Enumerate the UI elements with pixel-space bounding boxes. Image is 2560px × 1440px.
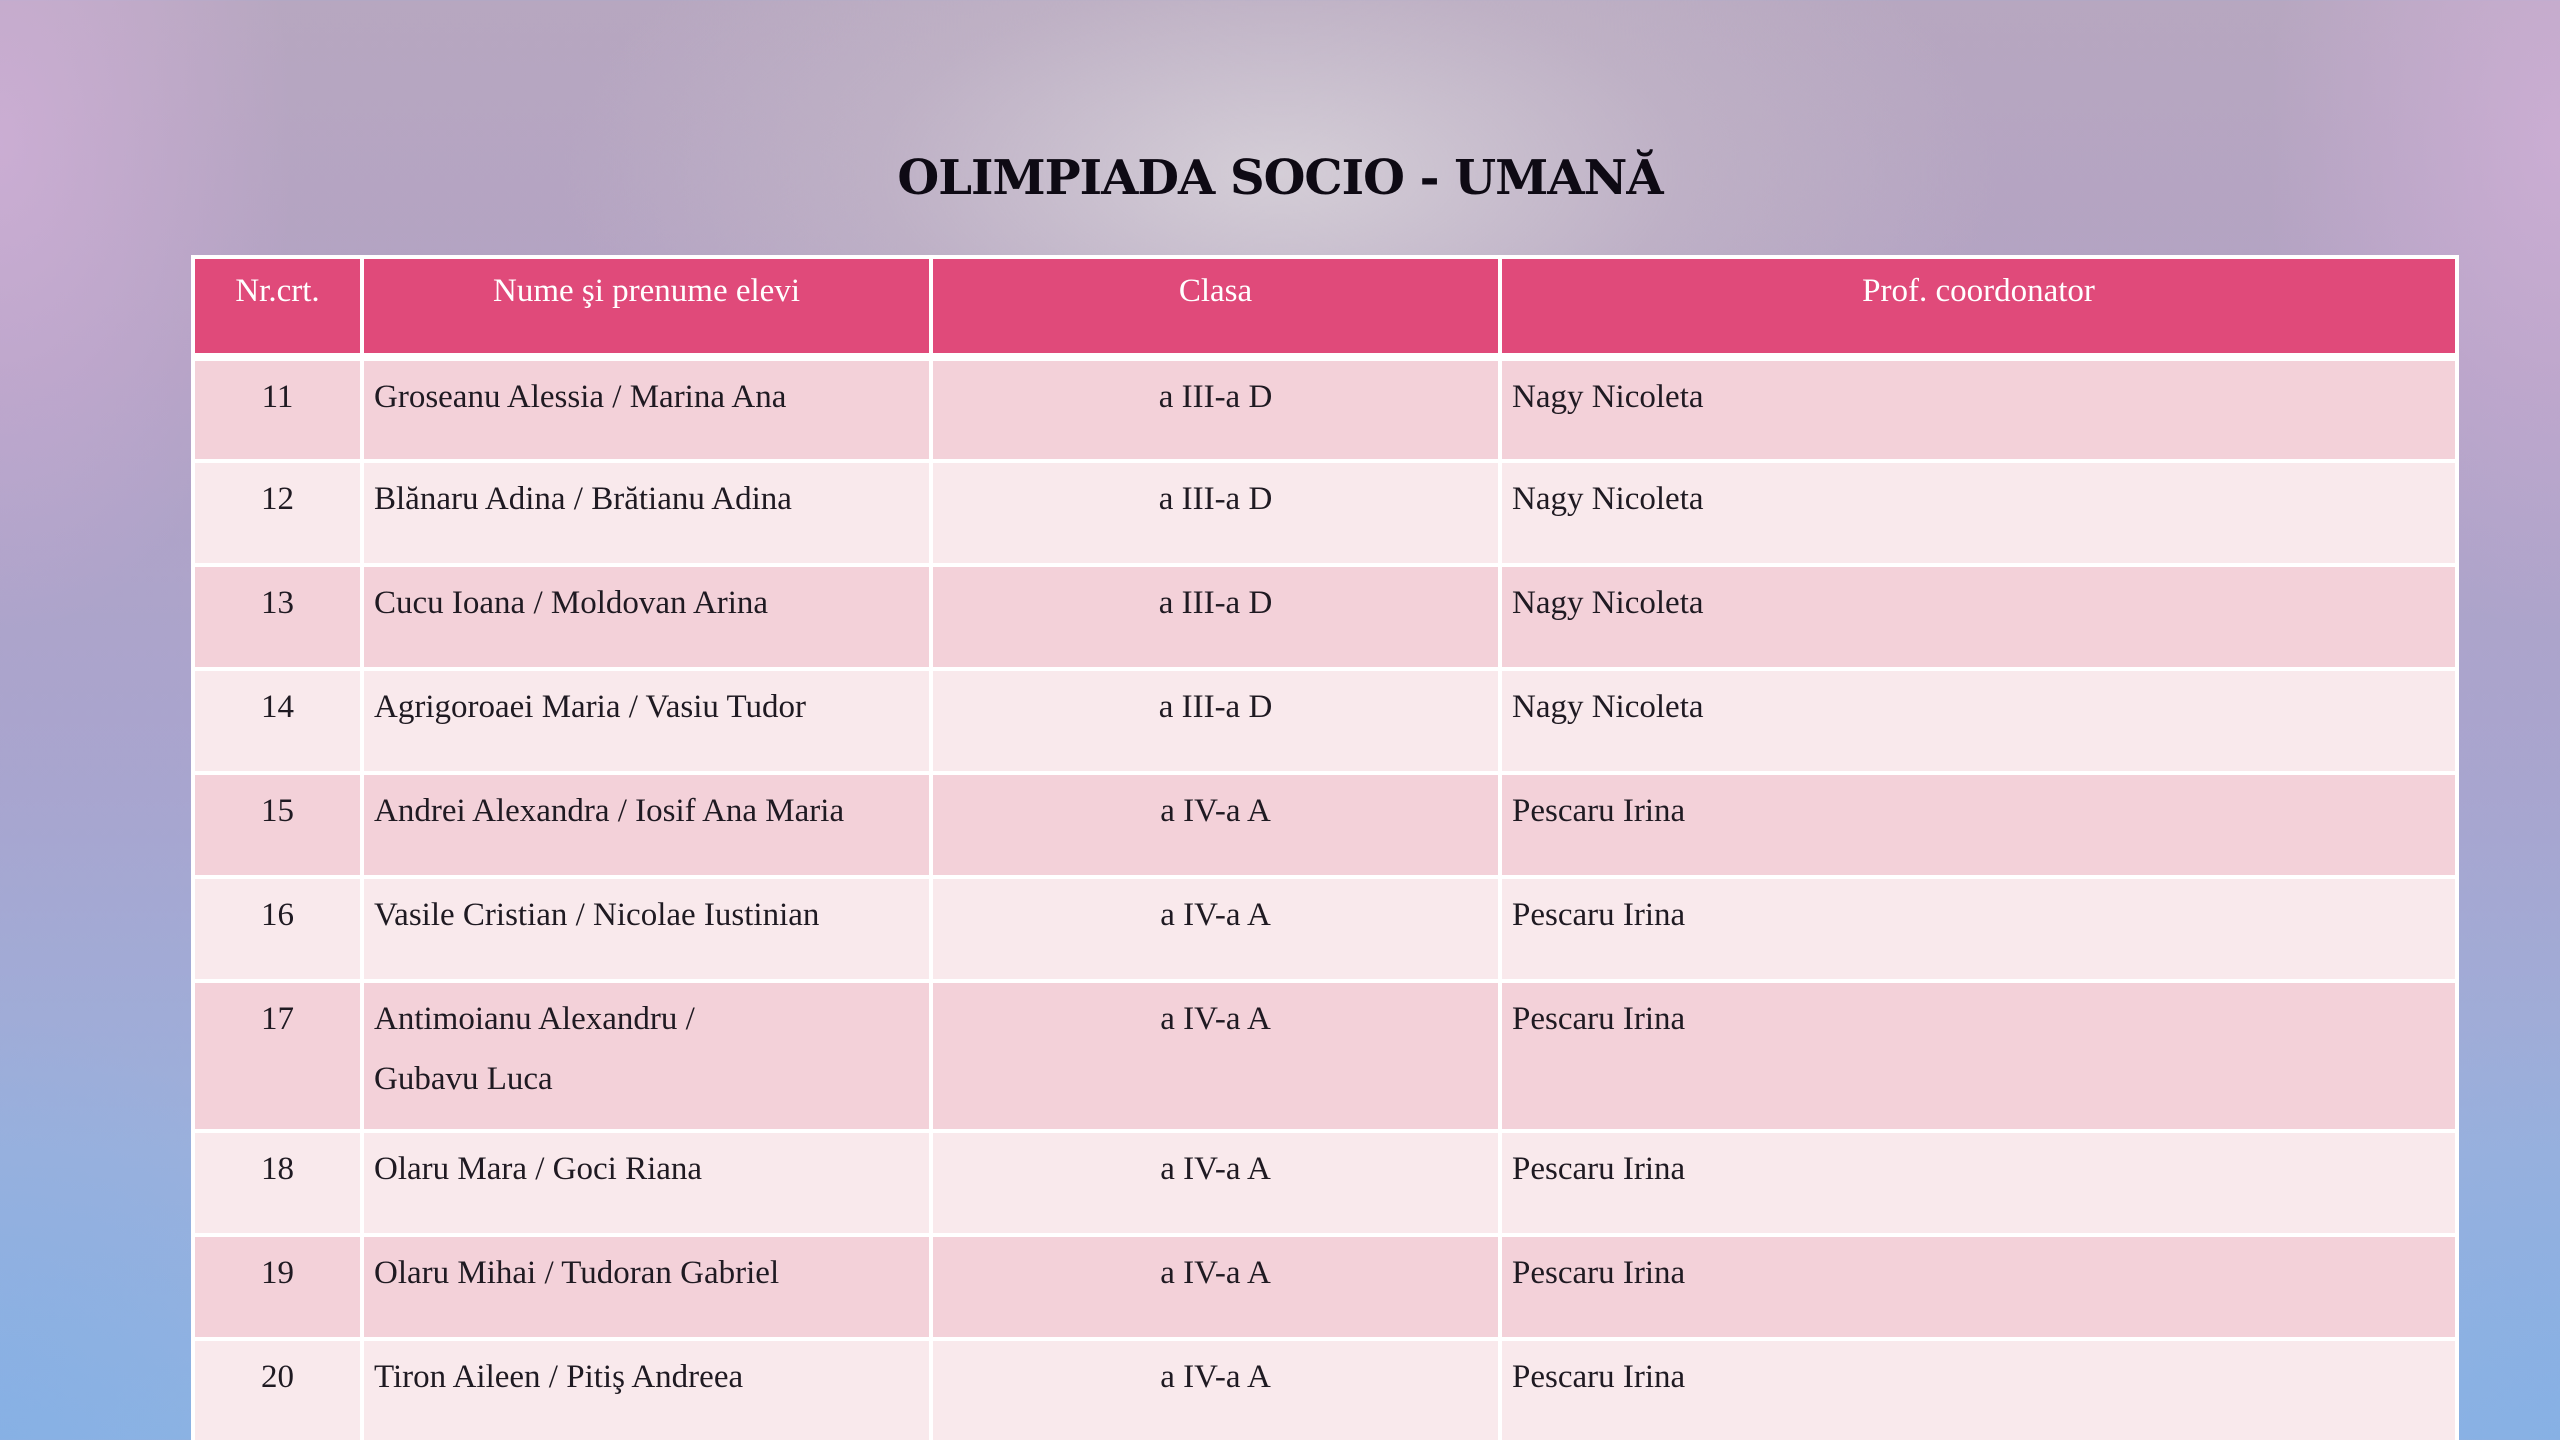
cell-prof: Pescaru Irina <box>1500 773 2457 877</box>
cell-clasa: a IV-a A <box>931 1339 1500 1440</box>
cell-prof: Pescaru Irina <box>1500 981 2457 1131</box>
cell-nume-line2: Gubavu Luca <box>374 1061 553 1097</box>
cell-nr: 13 <box>193 565 362 669</box>
header-prof-coordonator: Prof. coordonator <box>1500 257 2457 357</box>
cell-prof: Nagy Nicoleta <box>1500 461 2457 565</box>
cell-nr: 12 <box>193 461 362 565</box>
cell-nr: 17 <box>193 981 362 1131</box>
cell-nume: Tiron Aileen / Pitiş Andreea <box>362 1339 931 1440</box>
table-row <box>193 773 2457 877</box>
cell-clasa: a III-a D <box>931 357 1500 461</box>
cell-clasa: a IV-a A <box>931 1131 1500 1235</box>
cell-nume: Andrei Alexandra / Iosif Ana Maria <box>362 773 931 877</box>
cell-nr: 14 <box>193 669 362 773</box>
table-row <box>193 1131 2457 1235</box>
cell-clasa: a IV-a A <box>931 773 1500 877</box>
cell-clasa: a III-a D <box>931 461 1500 565</box>
table-row <box>193 565 2457 669</box>
cell-nume <box>362 981 931 1131</box>
cell-nr: 11 <box>193 357 362 461</box>
page-title: OLIMPIADA SOCIO - UMANĂ <box>897 150 1663 206</box>
cell-clasa: a IV-a A <box>931 1235 1500 1339</box>
cell-prof: Nagy Nicoleta <box>1500 565 2457 669</box>
participants-table <box>191 255 2459 1440</box>
header-clasa: Clasa <box>931 257 1500 357</box>
cell-nr: 18 <box>193 1131 362 1235</box>
cell-nume-line1: Antimoianu Alexandru / <box>374 1001 695 1037</box>
table-row <box>193 1235 2457 1339</box>
cell-clasa: a III-a D <box>931 669 1500 773</box>
cell-nume: Agrigoroaei Maria / Vasiu Tudor <box>362 669 931 773</box>
cell-prof: Pescaru Irina <box>1500 1131 2457 1235</box>
table-header-row <box>193 257 2457 357</box>
table-row <box>193 877 2457 981</box>
table-row <box>193 1339 2457 1440</box>
cell-nr: 15 <box>193 773 362 877</box>
cell-nr: 19 <box>193 1235 362 1339</box>
cell-clasa: a IV-a A <box>931 981 1500 1131</box>
cell-clasa: a IV-a A <box>931 877 1500 981</box>
cell-nume: Cucu Ioana / Moldovan Arina <box>362 565 931 669</box>
cell-clasa: a III-a D <box>931 565 1500 669</box>
cell-prof: Nagy Nicoleta <box>1500 357 2457 461</box>
cell-nr: 16 <box>193 877 362 981</box>
header-nume-elevi: Nume şi prenume elevi <box>362 257 931 357</box>
table-row <box>193 981 2457 1131</box>
cell-nume: Olaru Mihai / Tudoran Gabriel <box>362 1235 931 1339</box>
cell-prof: Pescaru Irina <box>1500 1339 2457 1440</box>
table-row <box>193 357 2457 461</box>
table-row <box>193 461 2457 565</box>
cell-prof: Pescaru Irina <box>1500 1235 2457 1339</box>
cell-prof: Nagy Nicoleta <box>1500 669 2457 773</box>
cell-nume: Olaru Mara / Goci Riana <box>362 1131 931 1235</box>
table-row <box>193 669 2457 773</box>
cell-nume: Vasile Cristian / Nicolae Iustinian <box>362 877 931 981</box>
cell-nr: 20 <box>193 1339 362 1440</box>
cell-nume: Blănaru Adina / Brătianu Adina <box>362 461 931 565</box>
cell-nume: Groseanu Alessia / Marina Ana <box>362 357 931 461</box>
cell-prof: Pescaru Irina <box>1500 877 2457 981</box>
header-nr-crt: Nr.crt. <box>193 257 362 357</box>
